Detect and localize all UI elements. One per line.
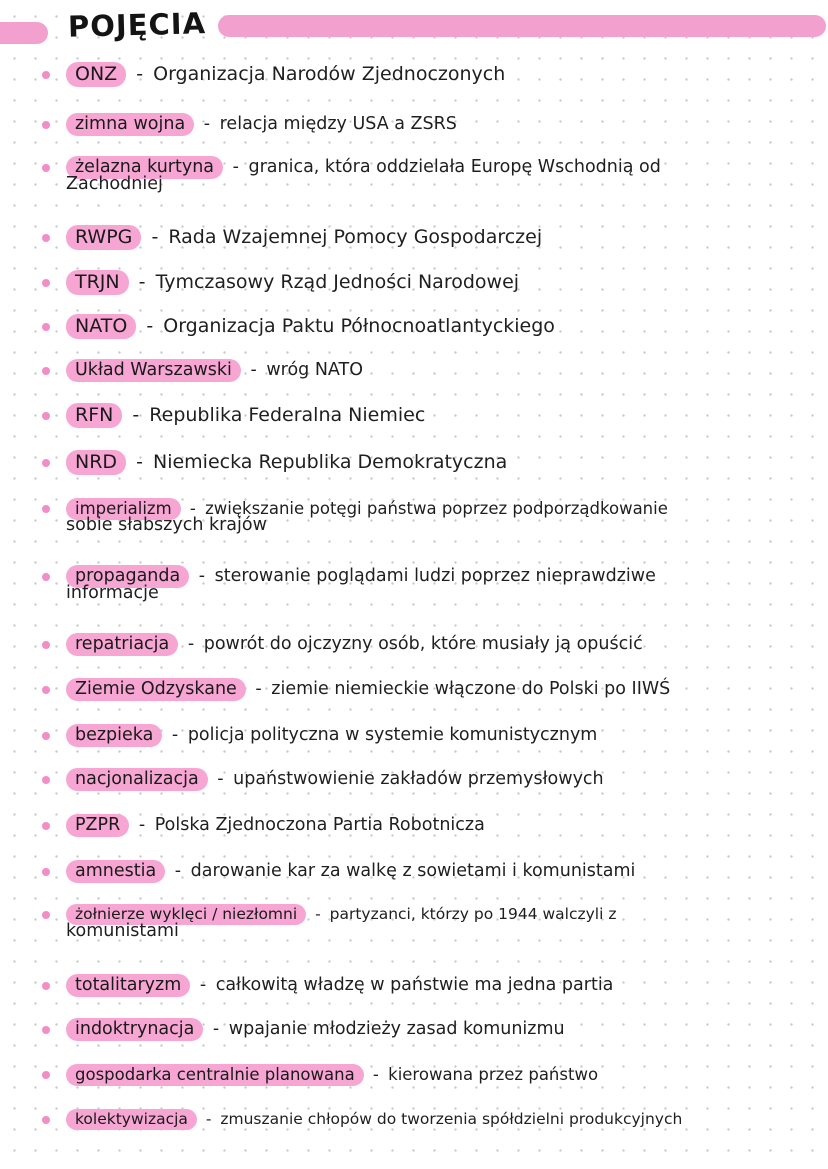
- term-label: indoktrynacja: [66, 1018, 203, 1041]
- term-label: żelazna kurtyna: [66, 156, 223, 179]
- term-definition: wróg NATO: [266, 360, 363, 380]
- bullet-icon: [42, 868, 50, 876]
- term-label: RFN: [66, 403, 122, 428]
- term-label: TRJN: [66, 270, 129, 295]
- term-definition: całkowitą władzę w państwie ma jedna partia: [215, 975, 614, 995]
- bullet-icon: [42, 367, 50, 375]
- term-definition: granica, która oddzielała Europę Wschodnią od: [248, 157, 661, 177]
- bullet-icon: [42, 412, 50, 420]
- term-label: bezpieka: [66, 724, 162, 747]
- bullet-icon: [42, 573, 50, 581]
- term-definition: Polska Zjednoczona Partia Robotnicza: [154, 815, 485, 835]
- bullet-icon: [42, 641, 50, 649]
- term-label: kolektywizacja: [66, 1109, 197, 1130]
- bullet-icon: [42, 686, 50, 694]
- term-definition: zmuszanie chłopów do tworzenia spółdzielni produkcyjnych: [220, 1110, 683, 1128]
- bullet-icon: [42, 911, 50, 919]
- term-label: zimna wojna: [66, 113, 194, 136]
- term-definition: upaństwowienie zakładów przemysłowych: [233, 769, 604, 789]
- term-label: NRD: [66, 450, 126, 475]
- bullet-icon: [42, 1026, 50, 1034]
- term-definition-continued: sobie słabszych krajów: [66, 515, 267, 535]
- bullet-icon: [42, 776, 50, 784]
- term-label: PZPR: [66, 814, 129, 837]
- bullet-icon: [42, 323, 50, 331]
- term-definition-continued: komunistami: [66, 921, 179, 941]
- bullet-icon: [42, 732, 50, 740]
- header-bar-right: [218, 15, 826, 37]
- bullet-icon: [42, 505, 50, 513]
- bullet-icon: [42, 459, 50, 467]
- term-label: nacjonalizacja: [66, 768, 208, 791]
- bullet-icon: [42, 822, 50, 830]
- term-definition: Republika Federalna Niemiec: [149, 404, 426, 426]
- term-label: totalitaryzm: [66, 974, 190, 997]
- bullet-icon: [42, 982, 50, 990]
- term-label: ONZ: [66, 62, 126, 87]
- term-definition-continued: informacje: [66, 583, 159, 603]
- term-definition-continued: Zachodniej: [66, 174, 163, 194]
- term-label: Ziemie Odzyskane: [66, 678, 246, 701]
- term-label: żołnierze wyklęci / niezłomni: [66, 904, 306, 925]
- term-definition: Niemiecka Republika Demokratyczna: [152, 451, 508, 473]
- term-definition: darowanie kar za walkę z sowietami i komunistami: [190, 861, 636, 881]
- bullet-icon: [42, 1116, 50, 1124]
- term-definition: powrót do ojczyzny osób, które musiały ją opuścić: [203, 634, 643, 654]
- term-definition: ziemie niemieckie włączone do Polski po IIWŚ: [271, 679, 671, 699]
- term-label: Układ Warszawski: [66, 359, 241, 382]
- term-definition: wpajanie młodzieży zasad komunizmu: [228, 1019, 565, 1039]
- term-definition: Tymczasowy Rząd Jedności Narodowej: [155, 271, 520, 293]
- term-definition: Organizacja Narodów Zjednoczonych: [153, 63, 506, 85]
- term-definition: kierowana przez państwo: [388, 1065, 599, 1084]
- term-label: propaganda: [66, 565, 189, 588]
- page-title: POJĘCIA: [67, 6, 207, 44]
- bullet-icon: [42, 164, 50, 172]
- term-label: repatriacja: [66, 633, 178, 656]
- term-label: imperializm: [66, 498, 181, 520]
- bullet-icon: [42, 1071, 50, 1079]
- bullet-icon: [42, 71, 50, 79]
- term-label: RWPG: [66, 225, 141, 250]
- page-header: [0, 0, 828, 60]
- term-definition: relacja między USA a ZSRS: [219, 114, 457, 134]
- term-label: amnestia: [66, 860, 165, 883]
- term-label: NATO: [66, 314, 136, 339]
- term-definition: sterowanie poglądami ludzi poprzez nieprawdziwe: [214, 566, 656, 586]
- term-definition: zwiększanie potęgi państwa poprzez podporządkowanie: [205, 499, 668, 518]
- bullet-icon: [42, 234, 50, 242]
- bullet-icon: [42, 121, 50, 129]
- term-definition: partyzanci, którzy po 1944 walczyli z: [329, 905, 617, 923]
- bullet-icon: [42, 279, 50, 287]
- term-definition: Rada Wzajemnej Pomocy Gospodarczej: [168, 226, 543, 248]
- term-label: gospodarka centralnie planowana: [66, 1064, 364, 1086]
- header-bar-left: [0, 22, 48, 44]
- term-definition: Organizacja Paktu Północnoatlantyckiego: [163, 315, 555, 337]
- term-definition: policja polityczna w systemie komunistycznym: [187, 725, 598, 745]
